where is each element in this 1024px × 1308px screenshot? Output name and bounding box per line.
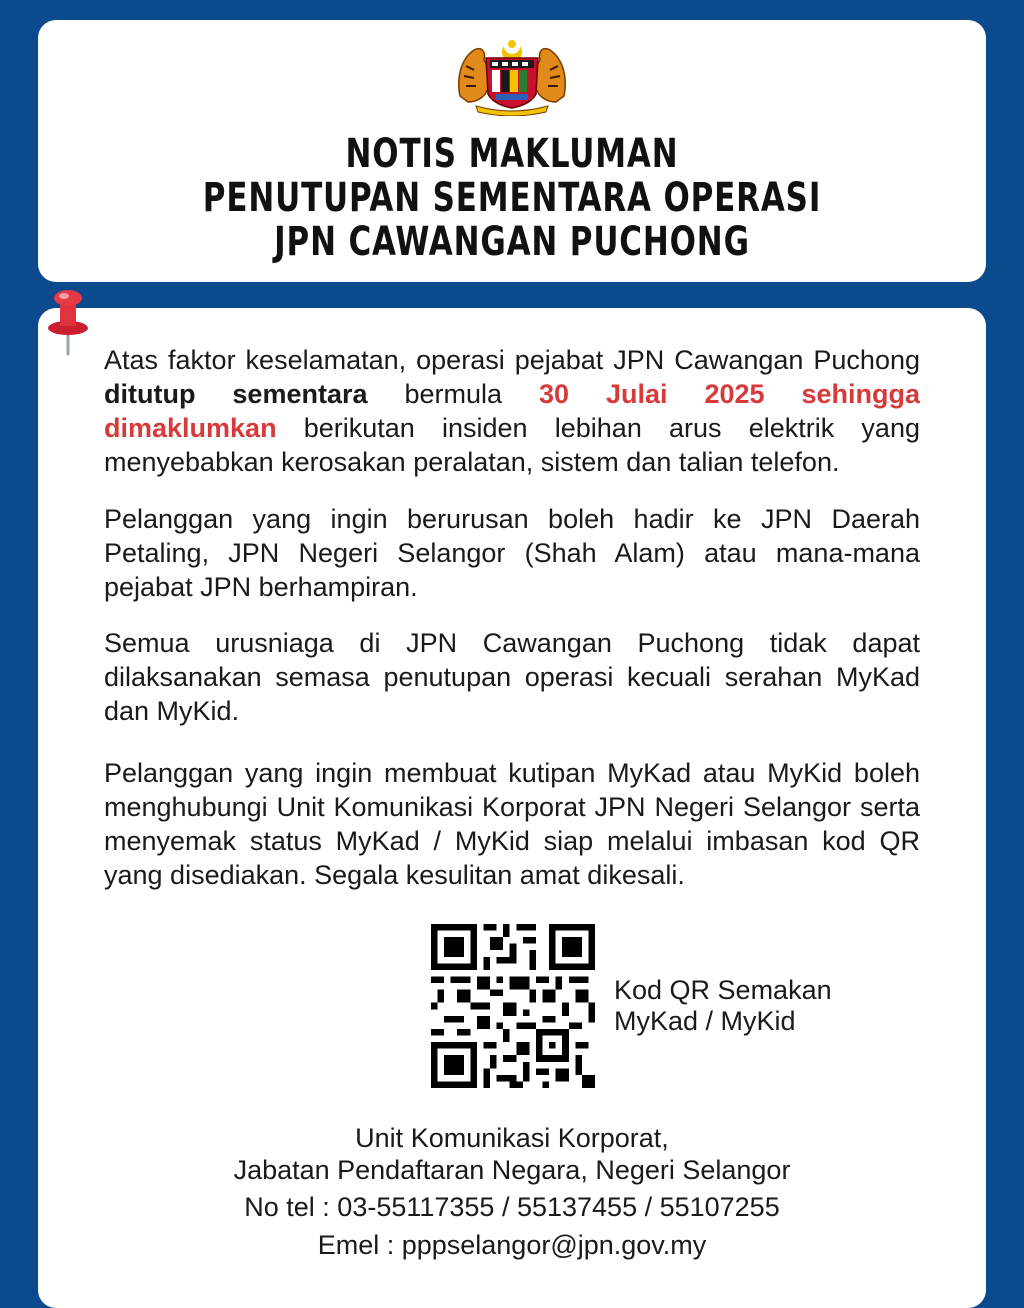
push-pin-icon (46, 284, 98, 356)
paragraph-collection: Pelanggan yang ingin membuat kutipan MyKad atau MyKid boleh menghubungi Unit Komunikasi Korporat JPN Negeri Selangor serta menyemak status MyKad / MyKid siap melalui imbasan kod QR yang disediakan. Segala kesulitan amat dikesali. (104, 758, 920, 890)
notice-title (38, 132, 986, 264)
title-line-3: JPN CAWANGAN PUCHONG (274, 219, 750, 265)
title-line-1: NOTIS MAKLUMAN (345, 131, 679, 177)
footer-unit: Unit Komunikasi Korporat, (355, 1123, 669, 1153)
qr-label-line-2: MyKad / MyKid (614, 1006, 796, 1036)
p1-text-2: bermula (367, 379, 539, 409)
qr-code[interactable] (430, 924, 596, 1088)
p1-text-3: berikutan insiden lebihan arus elektrik yang menyebabkan kerosakan peralatan, sistem dan talian telefon. (104, 413, 920, 477)
paragraph-transactions: Semua urusniaga di JPN Cawangan Puchong tidak dapat dilaksanakan semasa penutupan operasi kecuali serahan MyKad dan MyKid. (104, 628, 920, 726)
coat-of-arms-logo (452, 36, 572, 116)
footer-email[interactable]: Emel : pppselangor@jpn.gov.my (317, 1230, 707, 1260)
p1-text-1: Atas faktor keselamatan, operasi pejabat JPN Cawangan Puchong (104, 345, 920, 375)
qr-label (614, 975, 832, 1037)
p1-date-highlight: 30 Julai 2025 sehingga dimaklumkan (104, 379, 920, 443)
paragraph-alternative-offices: Pelanggan yang ingin berurusan boleh hadir ke JPN Daerah Petaling, JPN Negeri Selangor (Shah Alam) atau mana-mana pejabat JPN berhampiran. (104, 504, 920, 602)
paragraph-closure-notice (104, 343, 920, 479)
p1-bold-closed: ditutup sementara (104, 379, 368, 409)
qr-label-line-1: Kod QR Semakan (614, 975, 832, 1005)
footer-phone: No tel : 03-55117355 / 55137455 / 55107255 (244, 1192, 780, 1222)
title-line-2: PENUTUPAN SEMENTARA OPERASI (202, 175, 822, 221)
footer-department: Jabatan Pendaftaran Negara, Negeri Selangor (233, 1155, 791, 1185)
